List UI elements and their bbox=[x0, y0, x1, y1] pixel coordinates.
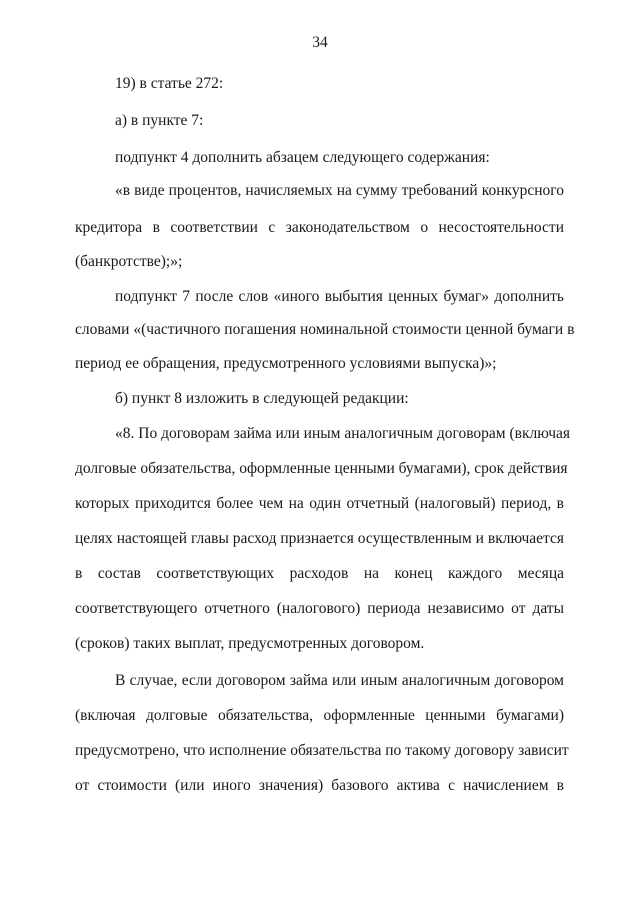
text-line: подпункт 7 после слов «иного выбытия ценных бумаг» дополнить bbox=[115, 288, 564, 305]
text-line: (включая долговые обязательства, оформленные ценными бумагами) bbox=[75, 707, 564, 724]
text-line: в состав соответствующих расходов на конец каждого месяца bbox=[75, 565, 564, 582]
text-line: соответствующего отчетного (налогового) периода независимо от даты bbox=[75, 600, 564, 617]
text-line: которых приходится более чем на один отчетный (налоговый) период, в bbox=[75, 495, 564, 512]
text-line: предусмотрено, что исполнение обязательства по такому договору зависит bbox=[75, 742, 569, 759]
text-line: б) пункт 8 изложить в следующей редакции: bbox=[115, 390, 409, 407]
text-line: а) в пункте 7: bbox=[115, 112, 204, 129]
text-line: В случае, если договором займа или иным аналогичным договором bbox=[115, 672, 564, 689]
text-line: «8. По договорам займа или иным аналогичным договорам (включая bbox=[115, 425, 571, 442]
text-line: (банкротстве);»; bbox=[75, 253, 183, 270]
text-line: период ее обращения, предусмотренного условиями выпуска)»; bbox=[75, 355, 497, 372]
text-line: словами «(частичного погашения номинальной стоимости ценной бумаги в bbox=[75, 321, 575, 338]
text-line: «в виде процентов, начисляемых на сумму требований конкурсного bbox=[115, 182, 564, 199]
text-line: долговые обязательства, оформленные ценными бумагами), срок действия bbox=[75, 460, 568, 477]
text-line: 19) в статье 272: bbox=[115, 75, 224, 92]
text-line: подпункт 4 дополнить абзацем следующего содержания: bbox=[115, 149, 490, 166]
page-number: 34 bbox=[312, 34, 328, 51]
text-line: (сроков) таких выплат, предусмотренных договором. bbox=[75, 635, 425, 652]
text-line: от стоимости (или иного значения) базового актива с начислением в bbox=[75, 777, 564, 794]
text-line: целях настоящей главы расход признается осуществленным и включается bbox=[75, 530, 564, 547]
text-line: кредитора в соответствии с законодательством о несостоятельности bbox=[75, 219, 564, 236]
